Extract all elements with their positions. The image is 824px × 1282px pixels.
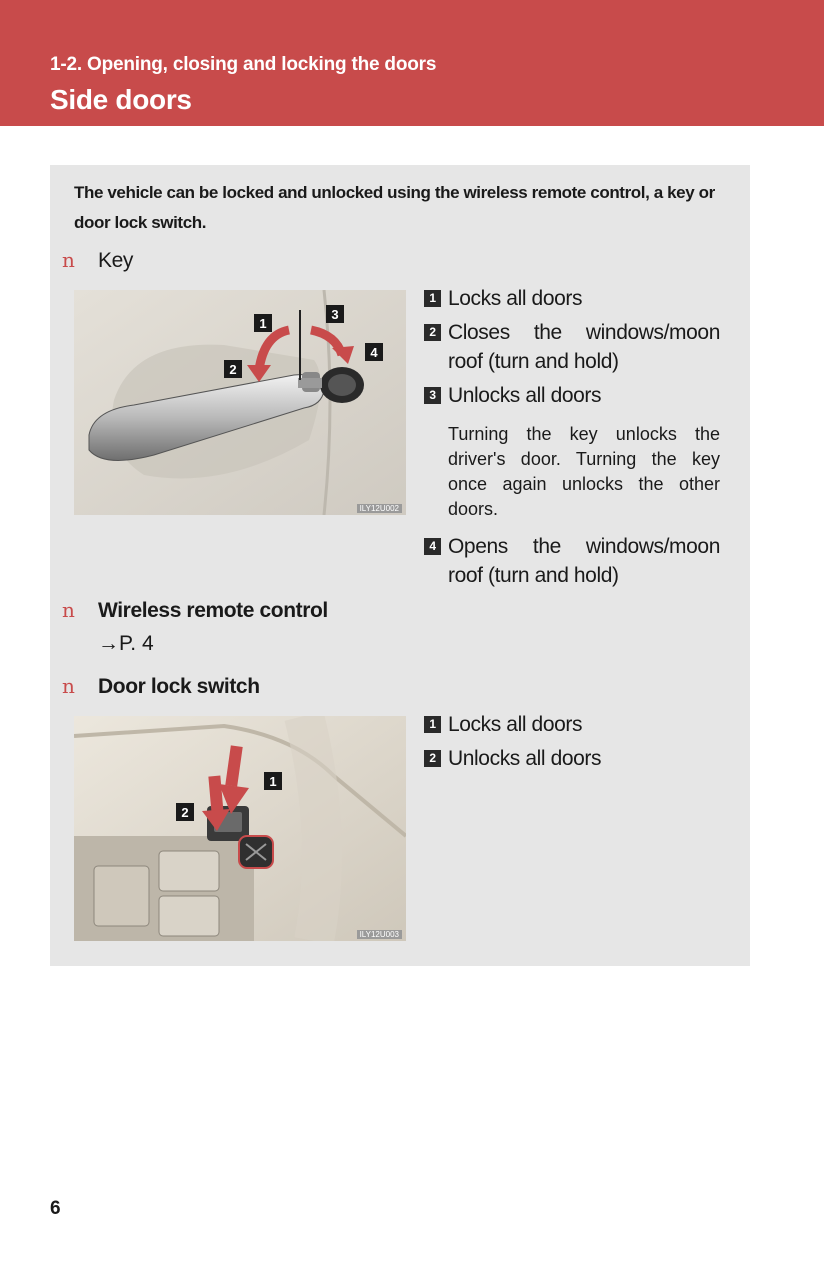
step-item: 2 Closes the windows/moon roof (turn and hold) [424,318,720,376]
callout-3: 3 [326,305,344,323]
bullet-icon: n [62,598,75,622]
page-title: Side doors [50,84,192,115]
image-id: ILY12U002 [357,504,402,513]
step-number: 1 [424,290,441,307]
switch-steps [424,710,720,778]
image-id: ILY12U003 [357,930,402,939]
switch-heading: n Door lock switch [62,674,260,698]
bullet-icon: n [62,674,75,698]
door-lock-switch-illustration [74,716,406,941]
step-number: 3 [424,387,441,404]
step-item: 1 Locks all doors [424,710,720,739]
step-number: 2 [424,324,441,341]
step-item: 1 Locks all doors [424,284,720,313]
key-door-handle-photo [74,290,406,515]
callout-1: 1 [264,772,282,790]
step-item: 3 Unlocks all doors [424,381,720,410]
step-number: 4 [424,538,441,555]
step-item: 2 Unlocks all doors [424,744,720,773]
section-label: 1-2. Opening, closing and locking the doors [50,54,437,75]
chapter-header [0,0,824,126]
callout-4: 4 [365,343,383,361]
door-lock-switch-photo [74,716,406,941]
callout-2: 2 [176,803,194,821]
step-note: Turning the key unlocks the driver's door. Turning the key once again unlocks the other doors. [448,424,720,519]
callout-2: 2 [224,360,242,378]
page-number: 6 [50,1198,61,1219]
step-number: 1 [424,716,441,733]
step-item: 4 Opens the windows/moon roof (turn and hold) [424,532,720,590]
key-steps [424,284,720,595]
remote-heading: n Wireless remote control [62,598,328,622]
step-number: 2 [424,750,441,767]
callout-1: 1 [254,314,272,332]
intro-text: The vehicle can be locked and unlocked using the wireless remote control, a key or door lock switch. [74,183,715,232]
bullet-icon: n [62,248,75,272]
key-heading: n Key [62,248,133,272]
page-reference-link[interactable]: →P. 4 [98,632,154,655]
door-handle-illustration [74,290,406,515]
